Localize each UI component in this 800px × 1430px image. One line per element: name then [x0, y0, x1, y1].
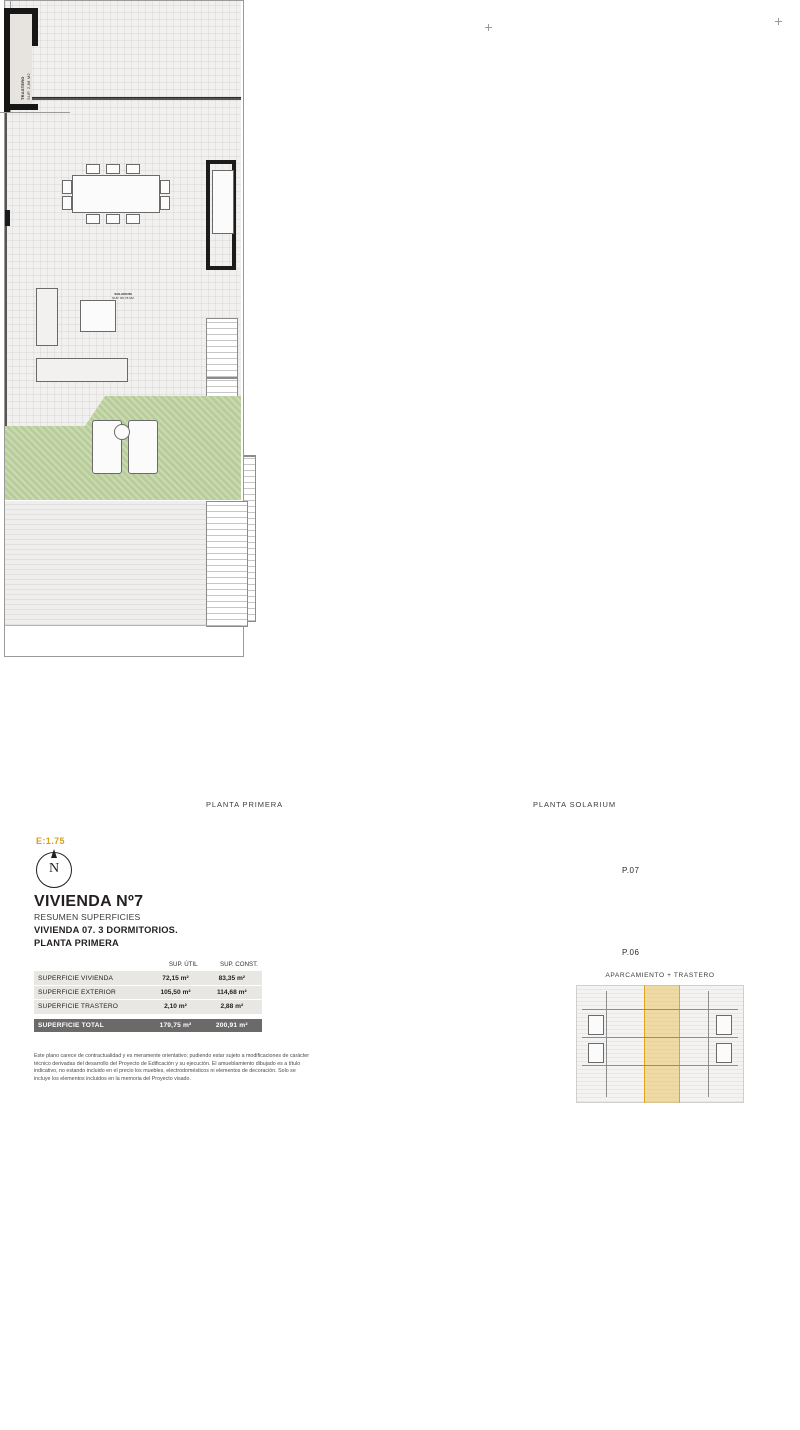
parking-marker-p07: P.07	[622, 866, 640, 875]
keyplan-caption: APARCAMIENTO + TRASTERO	[605, 972, 715, 979]
legal-disclaimer: Este plano carece de contractualidad y es meramente orientativo; pudiendo estar sujeto a modificaciones de carácter técnico derivadas del desarrollo del Proyecto de Edificación y su ejecución. El amueblamiento dibujado es a título indicativo, no estando incluido en el precio los muebles, electrodomésticos ni elementos de decoración. Solo se incluye los elementos incluidos en la memoria del Proyecto visado.	[34, 1053, 310, 1082]
scale-label: E:1.75	[36, 836, 65, 846]
registration-mark	[485, 24, 492, 31]
row-label: SUPERFICIE TRASTERO	[34, 1000, 149, 1014]
table-row	[34, 1000, 262, 1014]
row-const: 114,68 m²	[202, 985, 262, 999]
row-util: 105,50 m²	[149, 985, 201, 999]
parking-marker-p06: P.06	[622, 948, 640, 957]
table-row	[34, 985, 262, 999]
dwelling-description: VIVIENDA 07. 3 DORMITORIOS.	[34, 925, 178, 935]
room-label: TRASTERO	[20, 76, 25, 100]
total-util: 179,75 m²	[149, 1019, 201, 1032]
room-label: SOLARIUM SUP. 80,76 M2	[112, 292, 134, 300]
table-row	[34, 971, 262, 985]
row-util: 72,15 m²	[149, 971, 201, 985]
row-const: 83,35 m²	[202, 971, 262, 985]
table-total-row	[34, 1019, 262, 1032]
registration-mark	[775, 18, 782, 25]
total-label: SUPERFICIE TOTAL	[34, 1019, 149, 1032]
page-subtitle: RESUMEN SUPERFICIES	[34, 912, 141, 922]
keyplan-highlight	[644, 985, 680, 1103]
room-label-area: SUP. 2,88 M2	[26, 73, 31, 100]
row-util: 2,10 m²	[149, 1000, 201, 1014]
floor-description: PLANTA PRIMERA	[34, 938, 119, 948]
row-label: SUPERFICIE EXTERIOR	[34, 985, 149, 999]
total-const: 200,91 m²	[202, 1019, 262, 1032]
compass-north-icon: N	[36, 852, 72, 888]
surface-summary-table	[34, 958, 262, 1032]
plan1-caption: PLANTA PRIMERA	[205, 800, 284, 809]
col-header-const: SUP. CONST.	[219, 961, 258, 969]
row-label: SUPERFICIE VIVIENDA	[34, 971, 149, 985]
col-header-blank	[34, 958, 149, 971]
col-header-util: SUP. ÚTIL	[168, 961, 198, 969]
keyplan	[576, 985, 744, 1103]
page-title: VIVIENDA Nº7	[34, 893, 144, 910]
plan2-caption: PLANTA SOLARIUM	[533, 800, 616, 809]
row-const: 2,88 m²	[202, 1000, 262, 1014]
